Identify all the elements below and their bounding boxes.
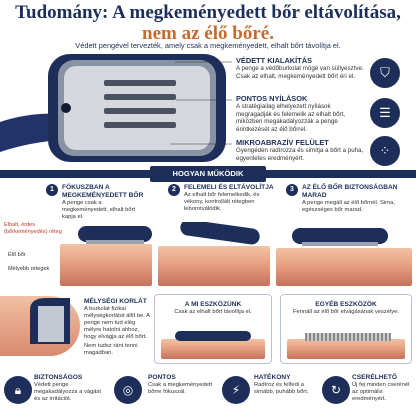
- bolt-icon: ⚡︎: [222, 376, 250, 404]
- feature-title: VÉDETT KIALAKÍTÁS: [236, 56, 312, 65]
- panel-our-tool: [154, 294, 272, 364]
- step-text: Az elhalt bőr felemelkedik, és vékony, kontrollált rétegben leborotválódik.: [184, 192, 260, 212]
- benefit-text: Védett penge megakadályozza a vágást és az irritációt.: [34, 382, 102, 402]
- step-2: [184, 184, 274, 213]
- benefit-precise: [148, 374, 216, 396]
- benefit-safe: [34, 374, 104, 403]
- benefit-title: BIZTONSÁGOS: [34, 374, 83, 381]
- step-3: [302, 184, 412, 214]
- depth-title: MÉLYSÉGI KORLÁT: [84, 298, 147, 305]
- page-title: [0, 2, 416, 44]
- benefit-title: HATÉKONY: [254, 374, 291, 381]
- how-it-works-label: HOGYAN MŰKÖDIK: [150, 166, 266, 182]
- feature-protected: [236, 56, 368, 80]
- feature-text: A penge a védőburkolat mögé van süllyesztve. Csak az elhalt, megkeményedett bőrt éri el.: [236, 65, 364, 80]
- subtitle: Védett pengével tervezték, amely csak a megkeményedett, elhalt bőrt távolítja el.: [75, 41, 341, 50]
- label-deep-layers: Mélyebb rétegek: [8, 266, 50, 272]
- step-number: 2: [168, 184, 180, 196]
- depth-device-image: [26, 296, 74, 346]
- benefit-title: PONTOS: [148, 374, 176, 381]
- rasp-icon: [305, 333, 391, 341]
- dots-icon: ⁘: [370, 136, 400, 166]
- label-dead-skin: Elhalt, érdes (bőrkeményedés) réteg: [4, 222, 62, 235]
- our-tool-title: A MI ESZKÖZÜNK: [184, 301, 242, 308]
- step-title: FELEMELI ÉS ELTÁVOLÍTJA: [184, 184, 274, 191]
- our-tool-skin: [161, 339, 265, 359]
- step-title: FÓKUSZBAN A MEGKEMÉNYEDETT BŐR: [62, 184, 144, 199]
- step-text: A penge csak a megkeményedett, elhalt bőrt kapja el.: [62, 200, 136, 220]
- step-text: A penge megáll az élő bőrnél. Sima, egészséges bőr marad.: [302, 200, 395, 213]
- depth-text: A burkolat fizikai mélységkorlátot állít be. A penge nem tud elég mélyre hatolni ahhoz, hogy elvágja az élő bőrt.: [84, 306, 150, 340]
- panel-other-tools: [280, 294, 412, 364]
- device-steps-illustration: [60, 222, 412, 256]
- benefit-text: Radíroz és felfedi a simább, puhább bőrt.: [254, 382, 309, 395]
- target-icon: ◎: [114, 376, 142, 404]
- feature-openings: [236, 94, 368, 133]
- feature-text: A stratégiailag elhelyezett nyílások megragadják és felemelik az elhalt bőrt, miközben megakadályozzák a penge érintkezését az élő bőrrel.: [236, 103, 346, 133]
- benefit-title: CSERÉLHETŐ: [352, 374, 398, 381]
- other-tools-text: Fennáll az élő bőr elvágásának veszélye.: [292, 309, 400, 315]
- feature-title: PONTOS NYÍLÁSOK: [236, 94, 308, 103]
- feature-microabrasive: [236, 138, 368, 162]
- benefit-effective: [254, 374, 320, 396]
- benefit-text: Új fej minden cserénél az optimális eredményért.: [352, 382, 410, 402]
- other-tools-caption: [281, 295, 411, 316]
- step-1: [62, 184, 146, 221]
- our-tool-device: [175, 331, 251, 341]
- feature-text: Gyengéden radírozza és simítja a bőrt a puha, egyenletes eredményért.: [236, 147, 364, 162]
- depth-limit-note: [84, 298, 152, 357]
- title-line-1: Tudomány: A megkeményedett bőr eltávolítása,: [15, 2, 401, 23]
- device-hero-image: [0, 52, 232, 164]
- label-live-skin: Élő bőr: [8, 252, 26, 258]
- step-number: 1: [46, 184, 58, 196]
- our-tool-text: Csak az elhalt bőrt távolítja el.: [174, 309, 252, 315]
- other-tools-title: EGYÉB ESZKÖZÖK: [315, 301, 377, 308]
- step-title: AZ ÉLŐ BŐR BIZTONSÁGBAN MARAD: [302, 184, 398, 199]
- grate-icon: ☰: [370, 98, 400, 128]
- depth-extra: Nem tudsz ránt tenni magadban.: [84, 343, 138, 356]
- other-tools-skin: [287, 339, 405, 359]
- title-line-2: nem az élő bőré.: [142, 23, 274, 44]
- feature-title: MIKROABRAZÍV FELÜLET: [236, 138, 329, 147]
- shield-icon: ⛉: [370, 58, 400, 88]
- step-number: 3: [286, 184, 298, 196]
- benefit-text: Csak a megkeményedett bőrre fókuszál.: [148, 382, 213, 395]
- benefit-replaceable: [352, 374, 414, 403]
- our-tool-caption: [155, 295, 271, 316]
- refresh-icon: ↻: [322, 376, 350, 404]
- lock-icon: 🔒︎: [4, 376, 32, 404]
